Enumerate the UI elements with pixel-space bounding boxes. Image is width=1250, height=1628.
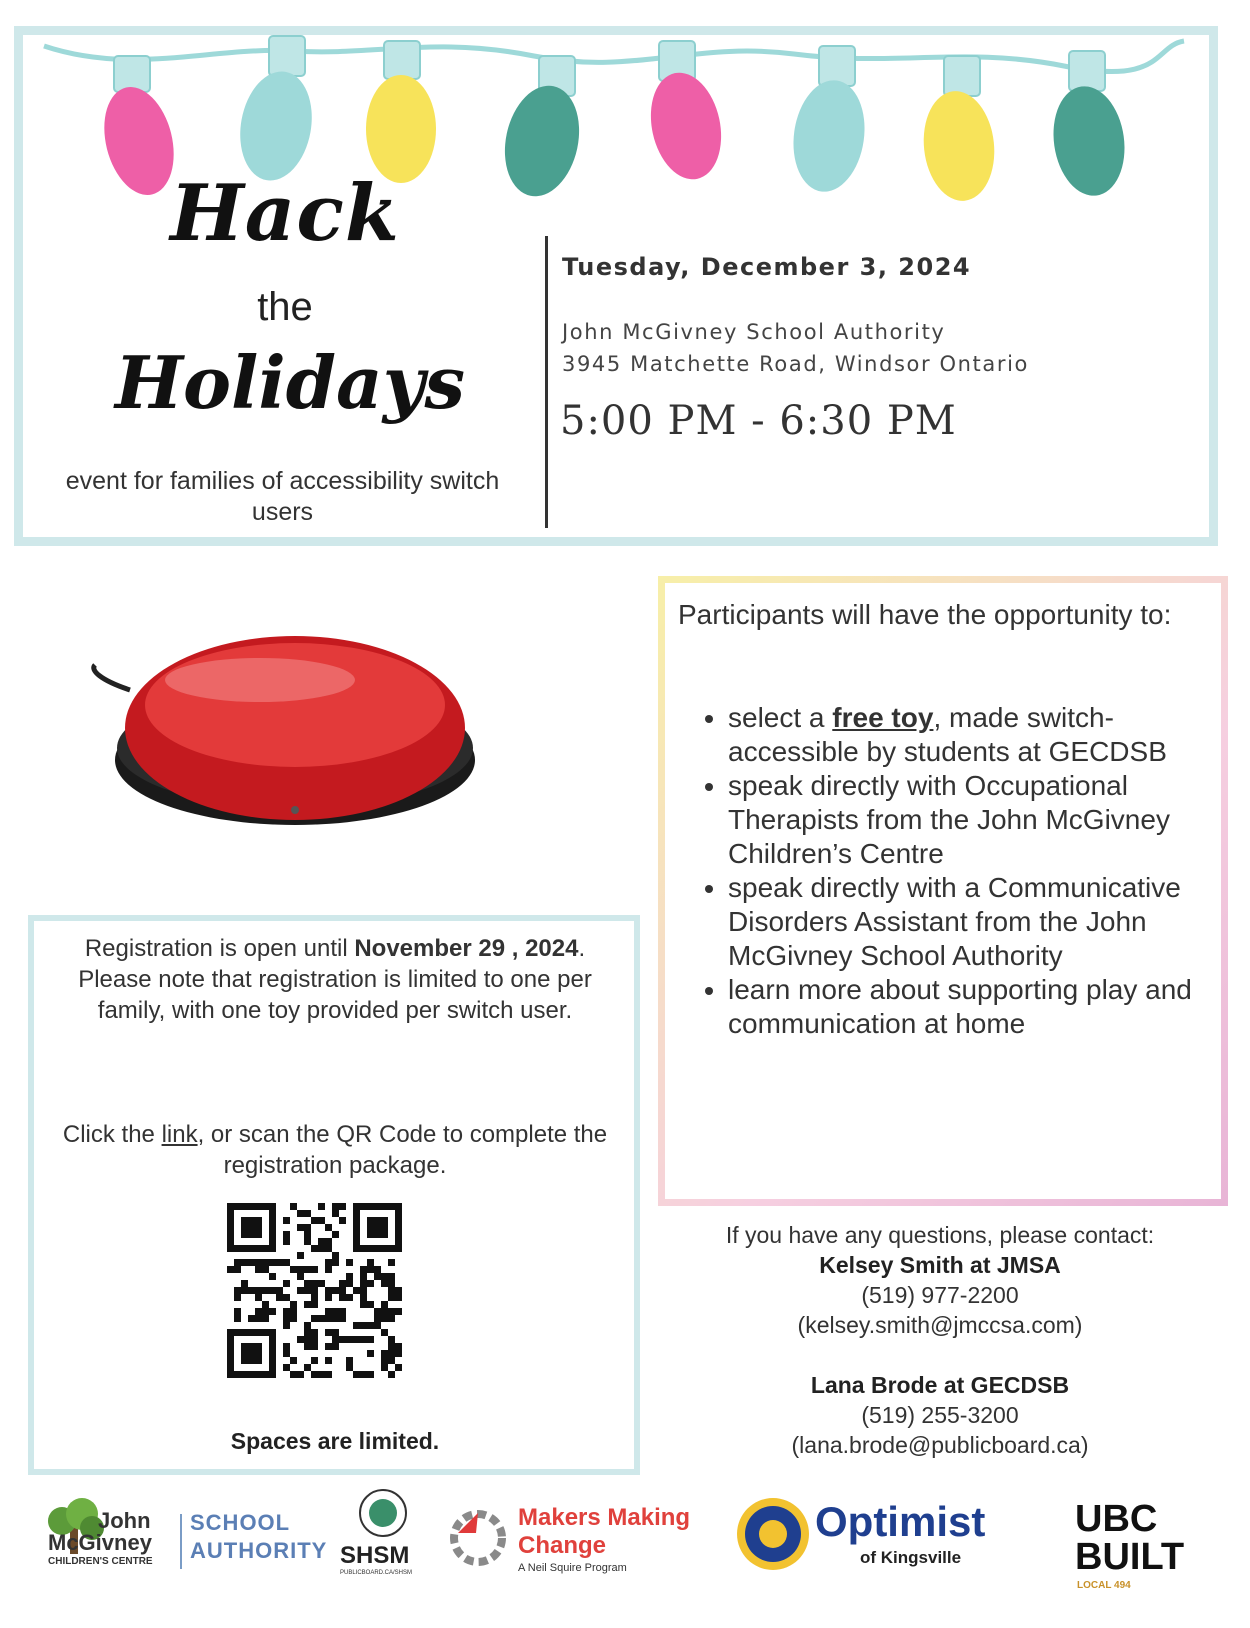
bulb-7-icon — [918, 56, 999, 204]
logo-mcgivney: McGivney — [48, 1530, 152, 1555]
list-item: • learn more about supporting play and communication at home — [728, 973, 1210, 1041]
shsm-seal-icon — [358, 1488, 408, 1538]
mmc-line1: Makers Making — [518, 1504, 691, 1531]
shsm-text: SHSM — [340, 1542, 410, 1569]
bulb-4-icon — [495, 56, 589, 203]
optimist-name: Optimist — [815, 1498, 986, 1545]
list-item: • speak directly with Occupational Therapists from the John McGivney Children’s Centre — [728, 769, 1210, 871]
accessibility-switch-image — [90, 610, 490, 870]
registration-intro: Registration is open until — [84, 935, 355, 962]
john-mcgivney-logo — [40, 1494, 340, 1584]
ubc-line1: UBC — [1075, 1498, 1158, 1540]
registration-info — [50, 933, 620, 1026]
optimist-logo — [735, 1496, 1025, 1586]
event-date: Tuesday, December 3, 2024 — [562, 253, 972, 281]
participants-list — [690, 701, 1210, 1041]
qr-code[interactable] — [227, 1203, 402, 1378]
registration-deadline: November 29 , 2024 — [354, 935, 579, 962]
registration-link[interactable]: link — [161, 1121, 198, 1148]
optimist-emblem-icon — [735, 1496, 811, 1572]
shsm-logo — [336, 1488, 432, 1584]
contact-person-2: Lana Brode at GECDSB — [810, 1372, 1070, 1398]
contact-person-1: Kelsey Smith at JMSA — [819, 1252, 1061, 1278]
optimist-sub: of Kingsville — [860, 1548, 962, 1567]
list-item: • select a free toy, made switch-accessible by students at GECDSB — [728, 701, 1210, 769]
event-tagline: event for families of accessibility switch users — [65, 467, 500, 526]
free-toy-emphasis: free toy — [832, 702, 934, 733]
contact-email-1: (kelsey.smith@jmccsa.com) — [797, 1312, 1083, 1338]
spaces-limited-note: Spaces are limited. — [230, 1428, 440, 1454]
click-text: Click the — [62, 1121, 162, 1148]
ubc-built-logo — [1075, 1500, 1205, 1595]
bulb-6-icon — [787, 46, 872, 196]
shsm-url: PUBLICBOARD.CA/SHSM — [340, 1570, 413, 1576]
scan-text: , or scan the QR Code to complete the registration package. — [197, 1121, 608, 1179]
venue-address: 3945 Matchette Road, Windsor Ontario — [562, 352, 1029, 376]
mmc-line2: Change — [518, 1532, 607, 1559]
registration-instructions — [50, 1119, 620, 1181]
participants-intro: Participants will have the opportunity to: — [678, 599, 1172, 630]
bulb-5-icon — [642, 41, 731, 186]
venue-name: John McGivney School Authority — [562, 320, 946, 344]
contact-phone-1: (519) 977-2200 — [861, 1282, 1019, 1308]
logo-school: SCHOOL — [190, 1510, 291, 1535]
list-item: • speak directly with a Communicative Disorders Assistant from the John McGivney School Authority — [728, 871, 1210, 973]
contact-section — [660, 1220, 1220, 1460]
title-hack: Hack — [170, 168, 400, 259]
registration-limits: . Please note that registration is limited to one per family, with one toy provided per switch user. — [78, 935, 592, 1024]
contact-phone-2: (519) 255-3200 — [861, 1402, 1019, 1428]
logo-john: John — [98, 1508, 151, 1533]
logo-childrens-centre: CHILDREN'S CENTRE — [48, 1556, 153, 1567]
makers-making-change-logo — [448, 1498, 718, 1588]
bulb-3-icon — [366, 41, 436, 183]
bulb-2-icon — [232, 36, 320, 186]
ubc-local: LOCAL 494 — [1077, 1580, 1131, 1591]
event-time: 5:00 PM - 6:30 PM — [560, 398, 957, 444]
logo-authority: AUTHORITY — [190, 1538, 328, 1563]
ubc-line2: BUILT — [1075, 1536, 1185, 1578]
header-divider — [545, 236, 548, 528]
contact-intro: If you have any questions, please contact: — [725, 1222, 1155, 1248]
contact-email-2: (lana.brode@publicboard.ca) — [791, 1432, 1089, 1458]
title-holidays: Holidays — [114, 340, 466, 425]
event-venue — [562, 316, 1029, 380]
gear-icon — [448, 1503, 508, 1573]
mmc-sub: A Neil Squire Program — [518, 1562, 627, 1574]
title-the: the — [257, 285, 313, 329]
